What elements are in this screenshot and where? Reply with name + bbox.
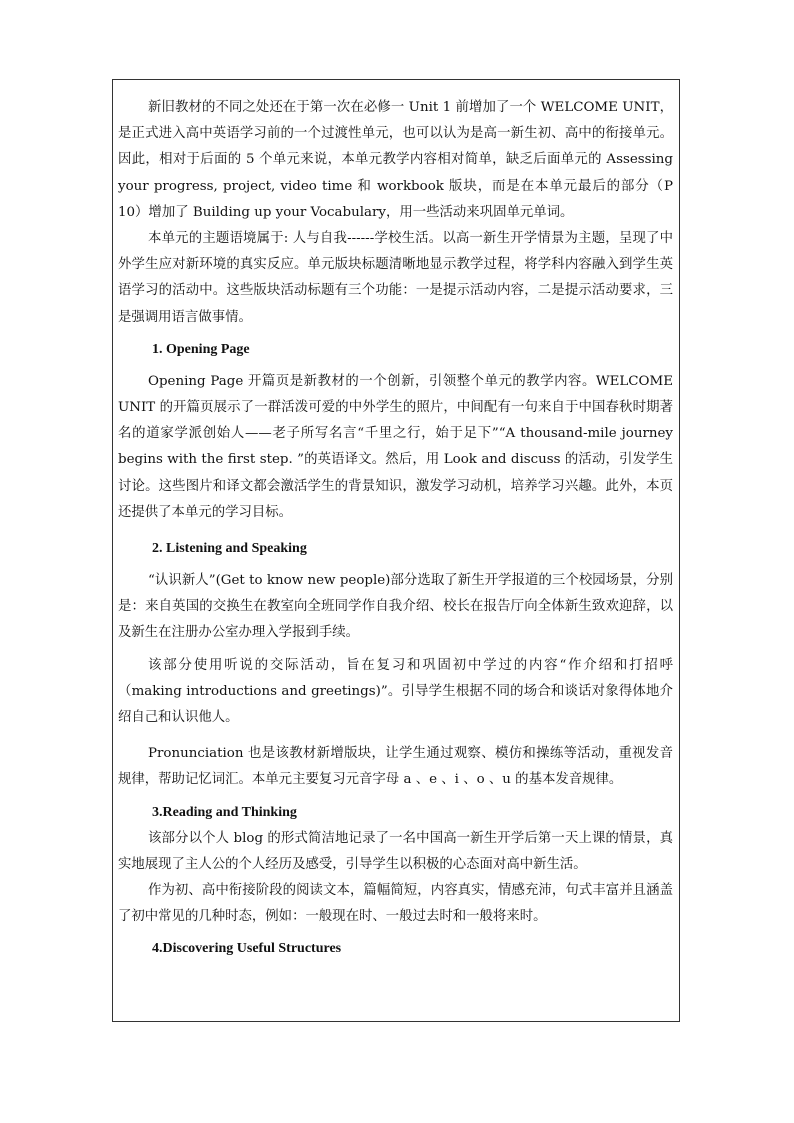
heading-opening-page: 1. Opening Page [152,341,250,357]
document-body [118,95,673,962]
paragraph-pronunciation: Pronunciation 也是该教材新增版块，让学生通过观察、模仿和操练等活动，重视发音规律，帮助记忆词汇。本单元主要复习元音字母 a 、e 、i 、o 、u 的基本发音规律。 [118,746,673,788]
paragraph-reading-1: 该部分以个人 blog 的形式简洁地记录了一名中国高一新生开学后第一天上课的情景，真实地展现了主人公的个人经历及感受，引导学生以积极的心态面对高中新生活。 [118,830,673,872]
paragraph-reading-2: 作为初、高中衔接阶段的阅读文本，篇幅简短，内容真实，情感充沛，句式丰富并且涵盖了初中常见的几种时态，例如：一般现在时、一般过去时和一般将来时。 [118,883,673,925]
heading-discovering-structures: 4.Discovering Useful Structures [152,941,342,957]
heading-listening-speaking: 2. Listening and Speaking [152,541,307,557]
paragraph-listening-1: “认识新人”(Get to know new people)部分选取了新生开学报道的三个校园场景，分别是：来自英国的交换生在教室向全班同学作自我介绍、校长在报告厅向全体新生致欢迎辞，以及新生在注册办公室办理入学报到手续。 [118,573,673,641]
paragraph-listening-2: 该部分使用听说的交际活动，旨在复习和巩固初中学过的内容“作介绍和打招呼（making introductions and greetings)”。引导学生根据不同的场合和谈话对象得体地介绍自己和认识他人。 [118,657,673,726]
paragraph-intro-1: 新旧教材的不同之处还在于第一次在必修一 Unit 1 前增加了一个 WELCOME UNIT，是正式进入高中英语学习前的一个过渡性单元，也可以认为是高一新生初、高中的衔接单元。因此，相对于后面的 5 个单元来说，本单元教学内容相对简单，缺乏后面单元的 Assessing your progress, project, video time 和 workbook 版块，而是在本单元最后的部分（P 10）增加了 Building up your Vocabulary，用一些活动来巩固单元单词。 [118,100,673,220]
paragraph-opening: Opening Page 开篇页是新教材的一个创新，引领整个单元的教学内容。WELCOME UNIT 的开篇页展示了一群活泼可爱的中外学生的照片，中间配有一句来自于中国春秋时期著名的道家学派创始人——老子所写名言“千里之行，始于足下”“A thousand-mile journey begins with the first step. ”的英语译文。然后，用 Look and discuss 的活动，引发学生讨论。这些图片和译文都会激活学生的背景知识，激发学习动机，培养学习兴趣。此外，本页还提供了本单元的学习目标。 [118,373,673,520]
content-table-cell [112,79,680,1022]
heading-reading-thinking: 3.Reading and Thinking [152,804,297,820]
paragraph-intro-2: 本单元的主题语境属于: 人与自我------学校生活。以高一新生开学情景为主题，呈现了中外学生应对新环境的真实反应。单元版块标题清晰地显示教学过程，将学科内容融入到学生英语学习的活动中。这些版块活动标题有三个功能：一是提示活动内容，二是提示活动要求，三是强调用语言做事情。 [118,231,673,325]
